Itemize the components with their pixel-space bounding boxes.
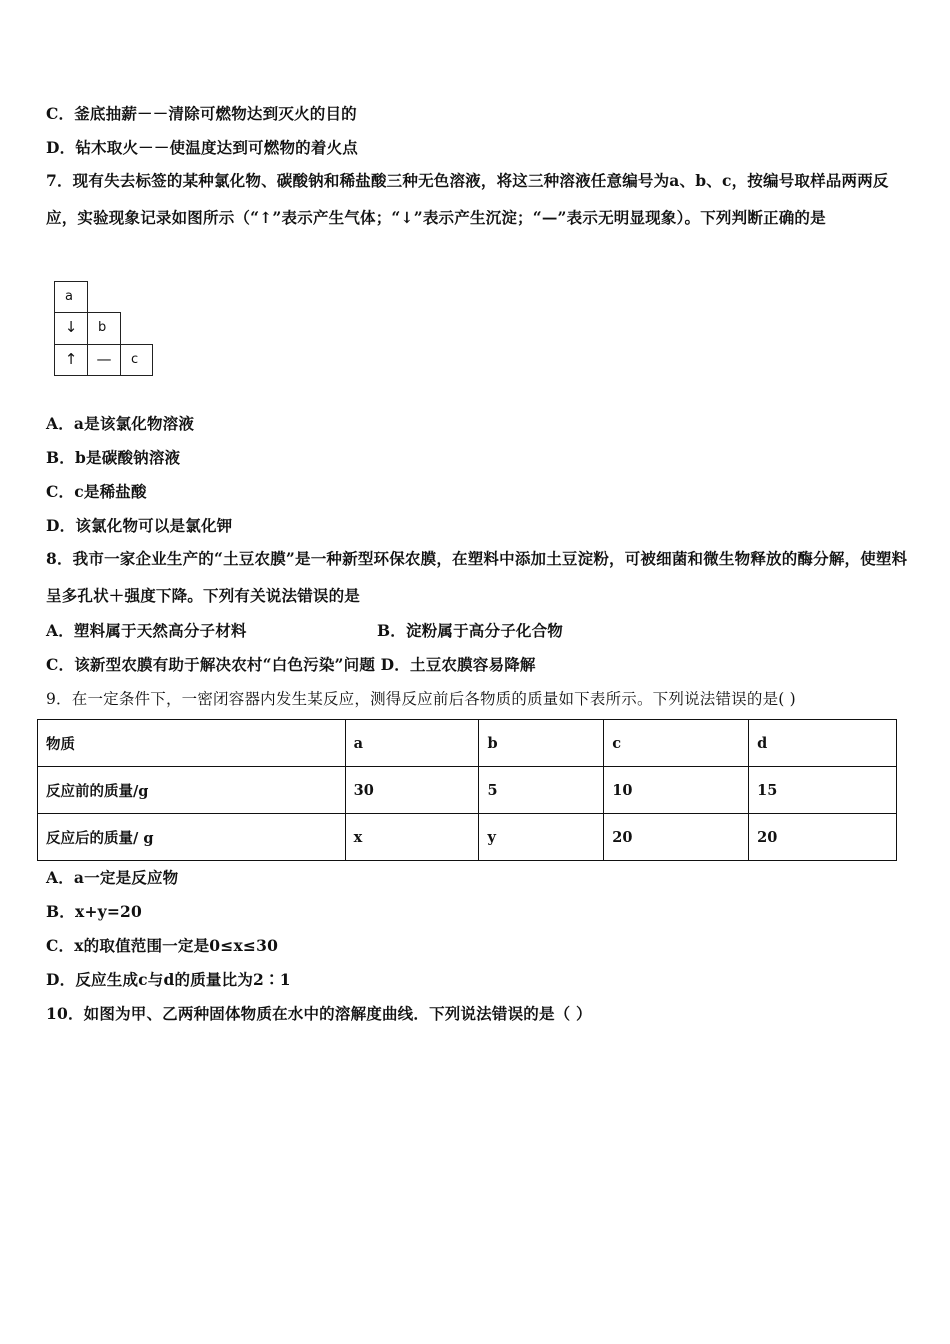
no-reaction-dash: —	[96, 350, 112, 368]
grid-label-b: b	[98, 320, 107, 335]
grid-label-c: c	[131, 352, 139, 367]
table-cell: a	[345, 720, 479, 767]
table-header-row	[38, 720, 897, 767]
q9-option-d: D．反应生成c与d的质量比为2∶1	[46, 970, 291, 989]
grid-cell-a-c	[54, 344, 88, 376]
table-cell: b	[479, 720, 604, 767]
q9-option-b: B．x+y=20	[46, 902, 142, 921]
q9-option-c: C．x的取值范围一定是0≤x≤30	[46, 936, 279, 955]
gas-arrow-icon: ↑	[64, 350, 78, 368]
table-cell: 物质	[38, 720, 346, 767]
table-cell: 20	[604, 814, 749, 861]
grid-cell-a-b	[54, 312, 88, 345]
table-cell: d	[749, 720, 897, 767]
mass-table	[37, 719, 897, 861]
q7-stem: 7．现有失去标签的某种氯化物、碳酸钠和稀盐酸三种无色溶液，将这三种溶液任意编号为a、b、c，按编号取样品两两反应，实验现象记录如图所示（“↑”表示产生气体；“↓”表示产生沉淀；“—”表示无明显现象）。下列判断正确的是	[46, 171, 889, 227]
q10-stem: 10．如图为甲、乙两种固体物质在水中的溶解度曲线．下列说法错误的是（ ）	[46, 1004, 592, 1023]
q8-option-b: B．淀粉属于高分子化合物	[377, 621, 564, 640]
table-cell: c	[604, 720, 749, 767]
q9-stem: 9．在一定条件下，一密闭容器内发生某反应，测得反应前后各物质的质量如下表所示。下列说法错误的是( )	[46, 690, 796, 708]
q7-option-b: B．b是碳酸钠溶液	[46, 448, 181, 467]
q9-option-a: A．a一定是反应物	[46, 868, 179, 887]
table-cell: 30	[345, 767, 479, 814]
table-cell: y	[479, 814, 604, 861]
q8-stem: 8．我市一家企业生产的“土豆农膜”是一种新型环保农膜，在塑料中添加土豆淀粉，可被细菌和微生物释放的酶分解，使塑料呈多孔状＋强度下降。下列有关说法错误的是	[46, 549, 908, 605]
q6-option-d: D．钻木取火－－使温度达到可燃物的着火点	[46, 138, 358, 157]
q8-option-a: A．塑料属于天然高分子材料	[46, 621, 247, 640]
q7-option-d: D．该氯化物可以是氯化钾	[46, 516, 233, 535]
table-cell: 10	[604, 767, 749, 814]
precipitate-arrow-icon: ↓	[64, 318, 78, 336]
table-row	[38, 767, 897, 814]
table-cell: 15	[749, 767, 897, 814]
q7-option-a: A．a是该氯化物溶液	[46, 414, 195, 433]
table-row	[38, 814, 897, 861]
grid-label-a: a	[65, 289, 73, 304]
q7-option-c: C．c是稀盐酸	[46, 482, 147, 501]
grid-cell-a	[54, 281, 88, 313]
grid-cell-b-c	[87, 344, 121, 376]
table-cell: 反应前的质量/g	[38, 767, 346, 814]
table-cell: 反应后的质量/ g	[38, 814, 346, 861]
grid-cell-b	[87, 312, 121, 345]
table-cell: 20	[749, 814, 897, 861]
table-cell: 5	[479, 767, 604, 814]
table-cell: x	[345, 814, 479, 861]
grid-cell-c	[120, 344, 153, 376]
q8-option-c-d: C．该新型农膜有助于解决农村“白色污染”问题 D．土豆农膜容易降解	[46, 655, 536, 674]
q6-option-c: C．釜底抽薪－－清除可燃物达到灭火的目的	[46, 104, 357, 123]
